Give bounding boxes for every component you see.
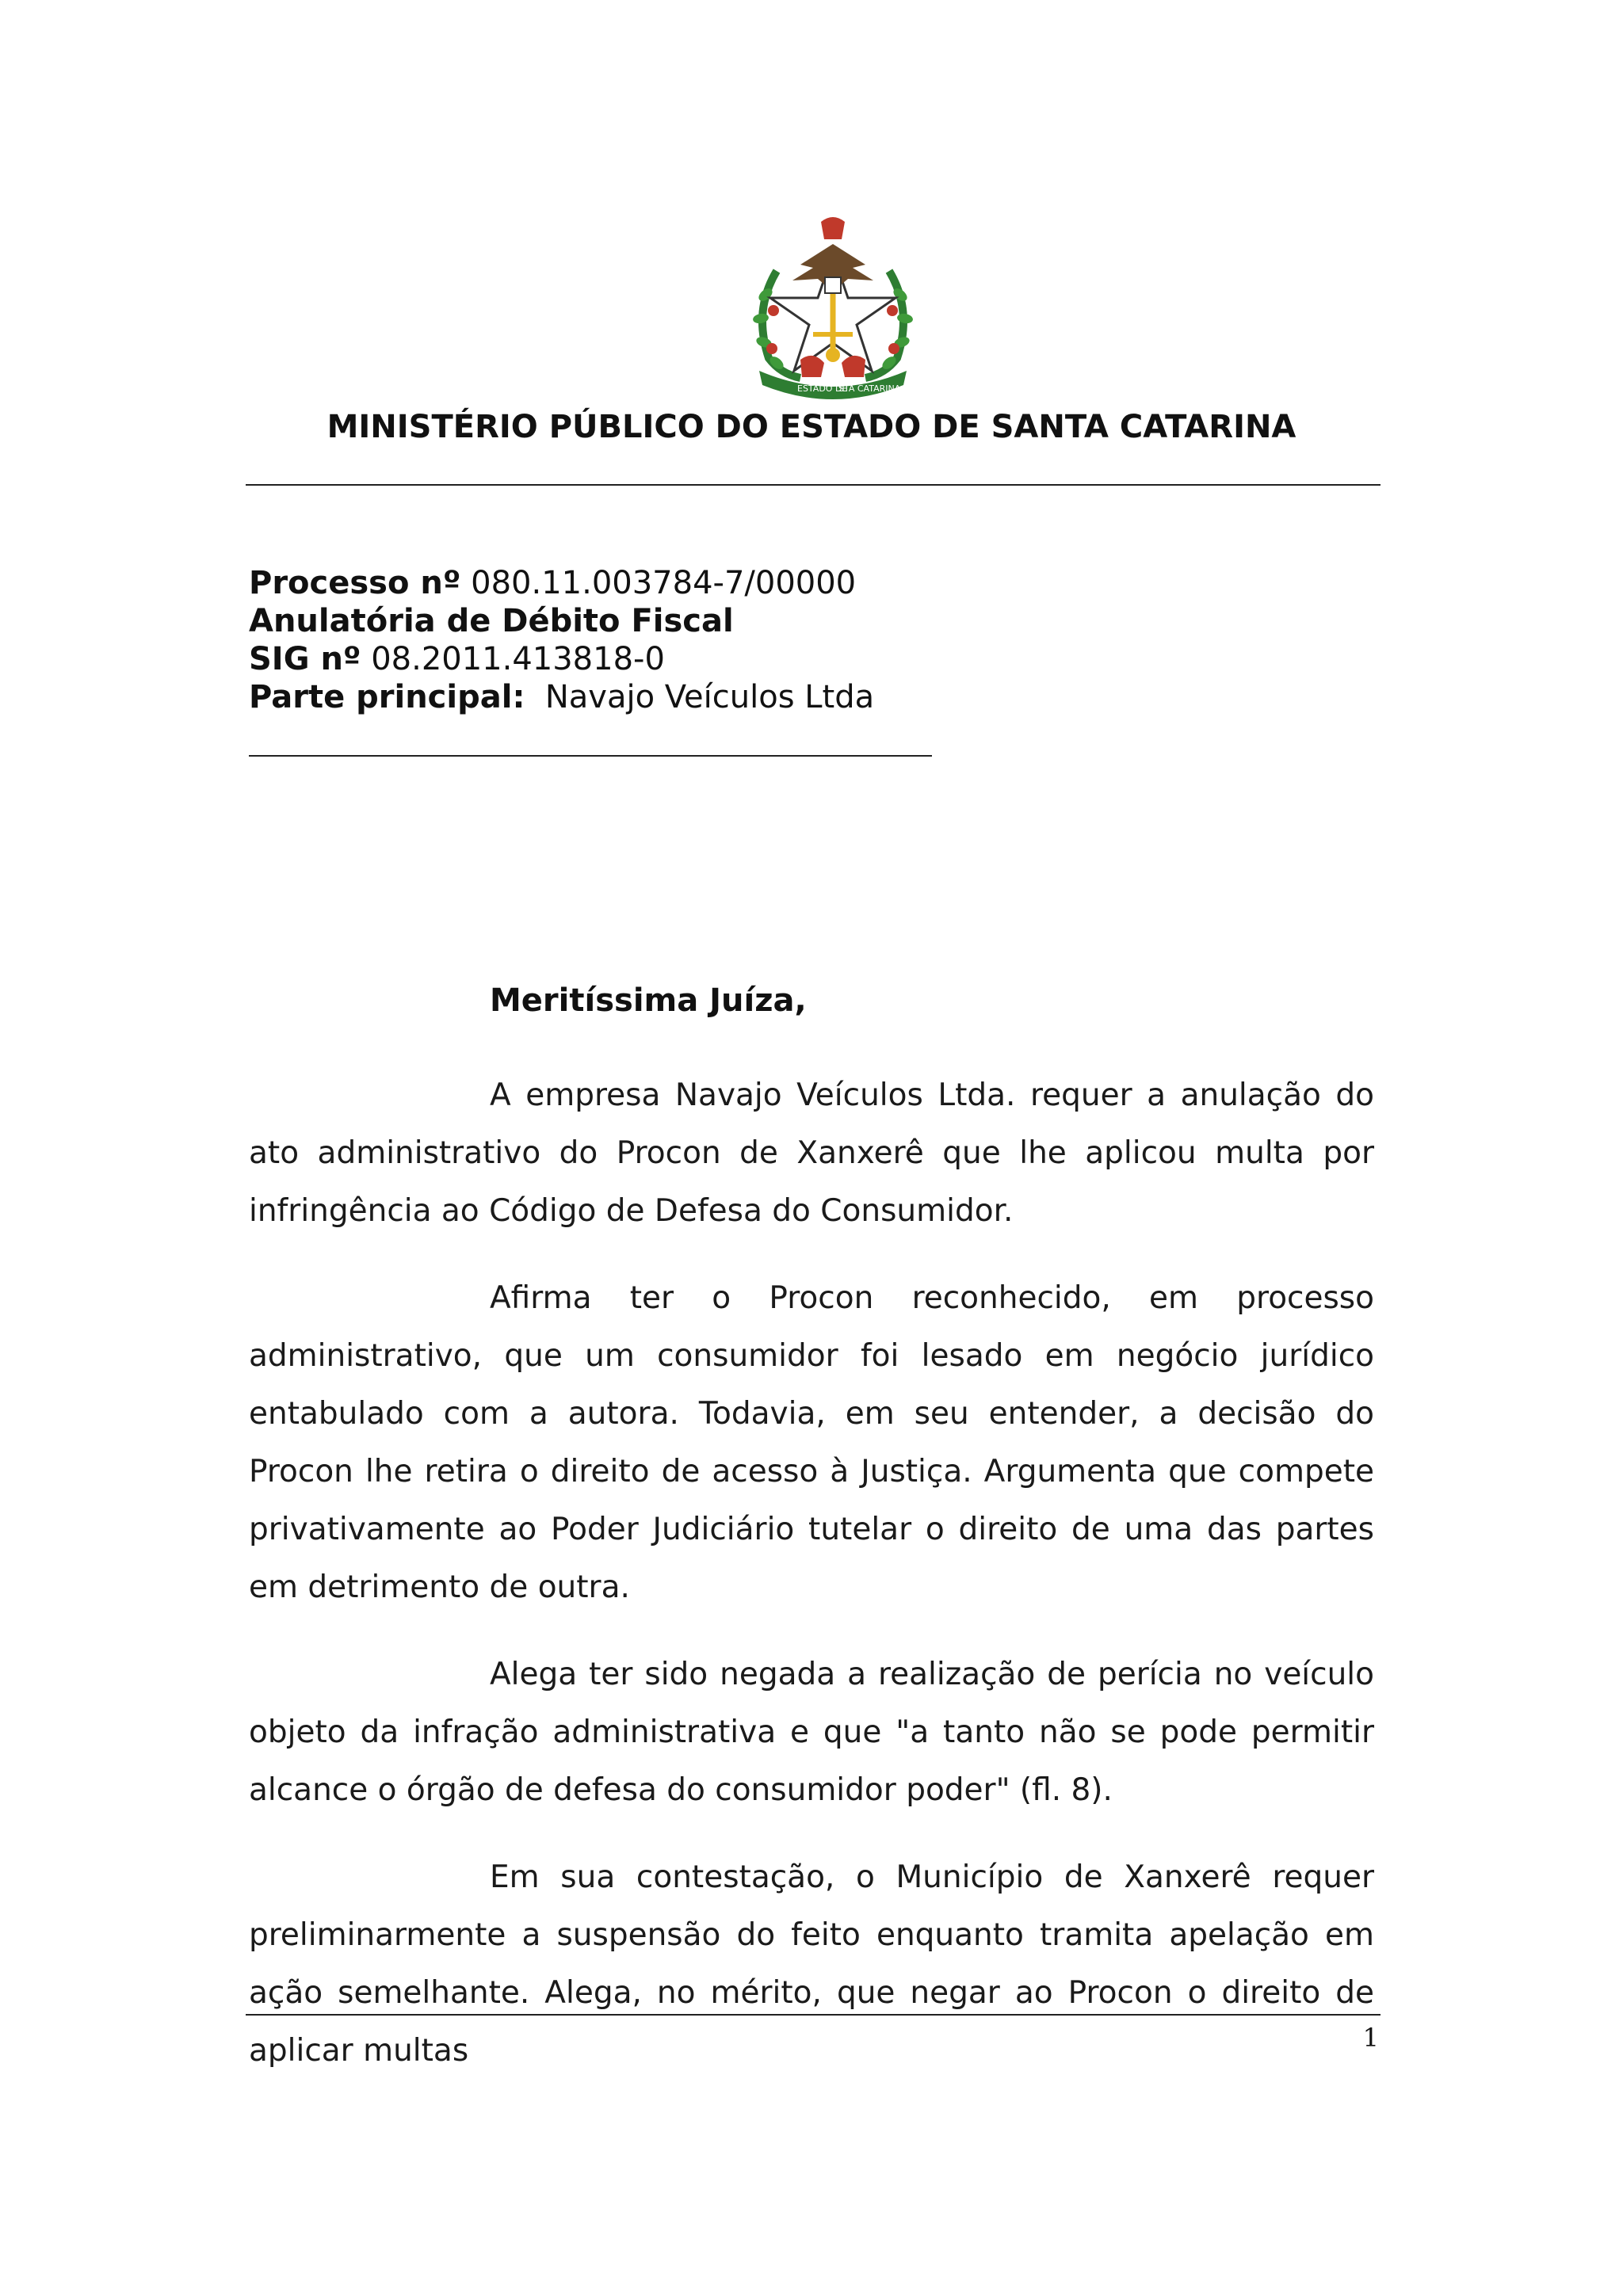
paragraph: Alega ter sido negada a realização de perícia no veículo objeto da infração administrativa e que "a tanto não se pode permitir alcance o órgão de defesa do consumidor poder" (fl. 8).: [249, 1657, 1374, 1808]
sig-number: 08.2011.413818-0: [371, 641, 665, 677]
header-divider: [246, 484, 1381, 486]
institution-heading: MINISTÉRIO PÚBLICO DO ESTADO DE SANTA CATARINA: [327, 409, 1296, 445]
crest-text-left: ESTADO DE: [797, 383, 848, 394]
crest-text-right: STA CATARINA: [838, 383, 901, 394]
action-type-row: [249, 602, 874, 640]
paragraph: A empresa Navajo Veículos Ltda. requer a anulação do ato administrativo do Procon de Xanxerê que lhe aplicou multa por infringência ao Código de Defesa do Consumidor.: [249, 1077, 1374, 1229]
metadata-divider: [249, 755, 932, 757]
case-metadata: [249, 564, 874, 716]
process-label: Processo nº: [249, 565, 461, 601]
party-row: [249, 678, 874, 716]
letter-body: [249, 1066, 1374, 2109]
party-label: Parte principal:: [249, 679, 525, 715]
page-number: 1: [1362, 2023, 1379, 2053]
paragraph: Afirma ter o Procon reconhecido, em processo administrativo, que um consumidor foi lesado em negócio jurídico entabulado com a autora. Todavia, em seu entender, a decisão do Procon lhe retira o direito de acesso à Justiça. Argumenta que compete privativamente ao Poder Judiciário tutelar o direito de uma das partes em detrimento de outra.: [249, 1280, 1374, 1605]
sig-label: SIG nº: [249, 641, 361, 677]
party-name: Navajo Veículos Ltda: [544, 679, 875, 715]
footer-divider: [246, 2014, 1381, 2016]
process-row: [249, 564, 874, 602]
state-coat-of-arms-icon: [745, 215, 921, 404]
salutation: Meritíssima Juíza,: [490, 982, 807, 1019]
process-number: 080.11.003784-7/00000: [471, 565, 857, 601]
paragraph: Em sua contestação, o Município de Xanxerê requer preliminarmente a suspensão do feito enquanto tramita apelação em ação semelhante. Alega, no mérito, que negar ao Procon o direito de aplicar multas: [249, 1859, 1374, 2069]
sig-row: [249, 640, 874, 678]
action-type: Anulatória de Débito Fiscal: [249, 603, 734, 639]
